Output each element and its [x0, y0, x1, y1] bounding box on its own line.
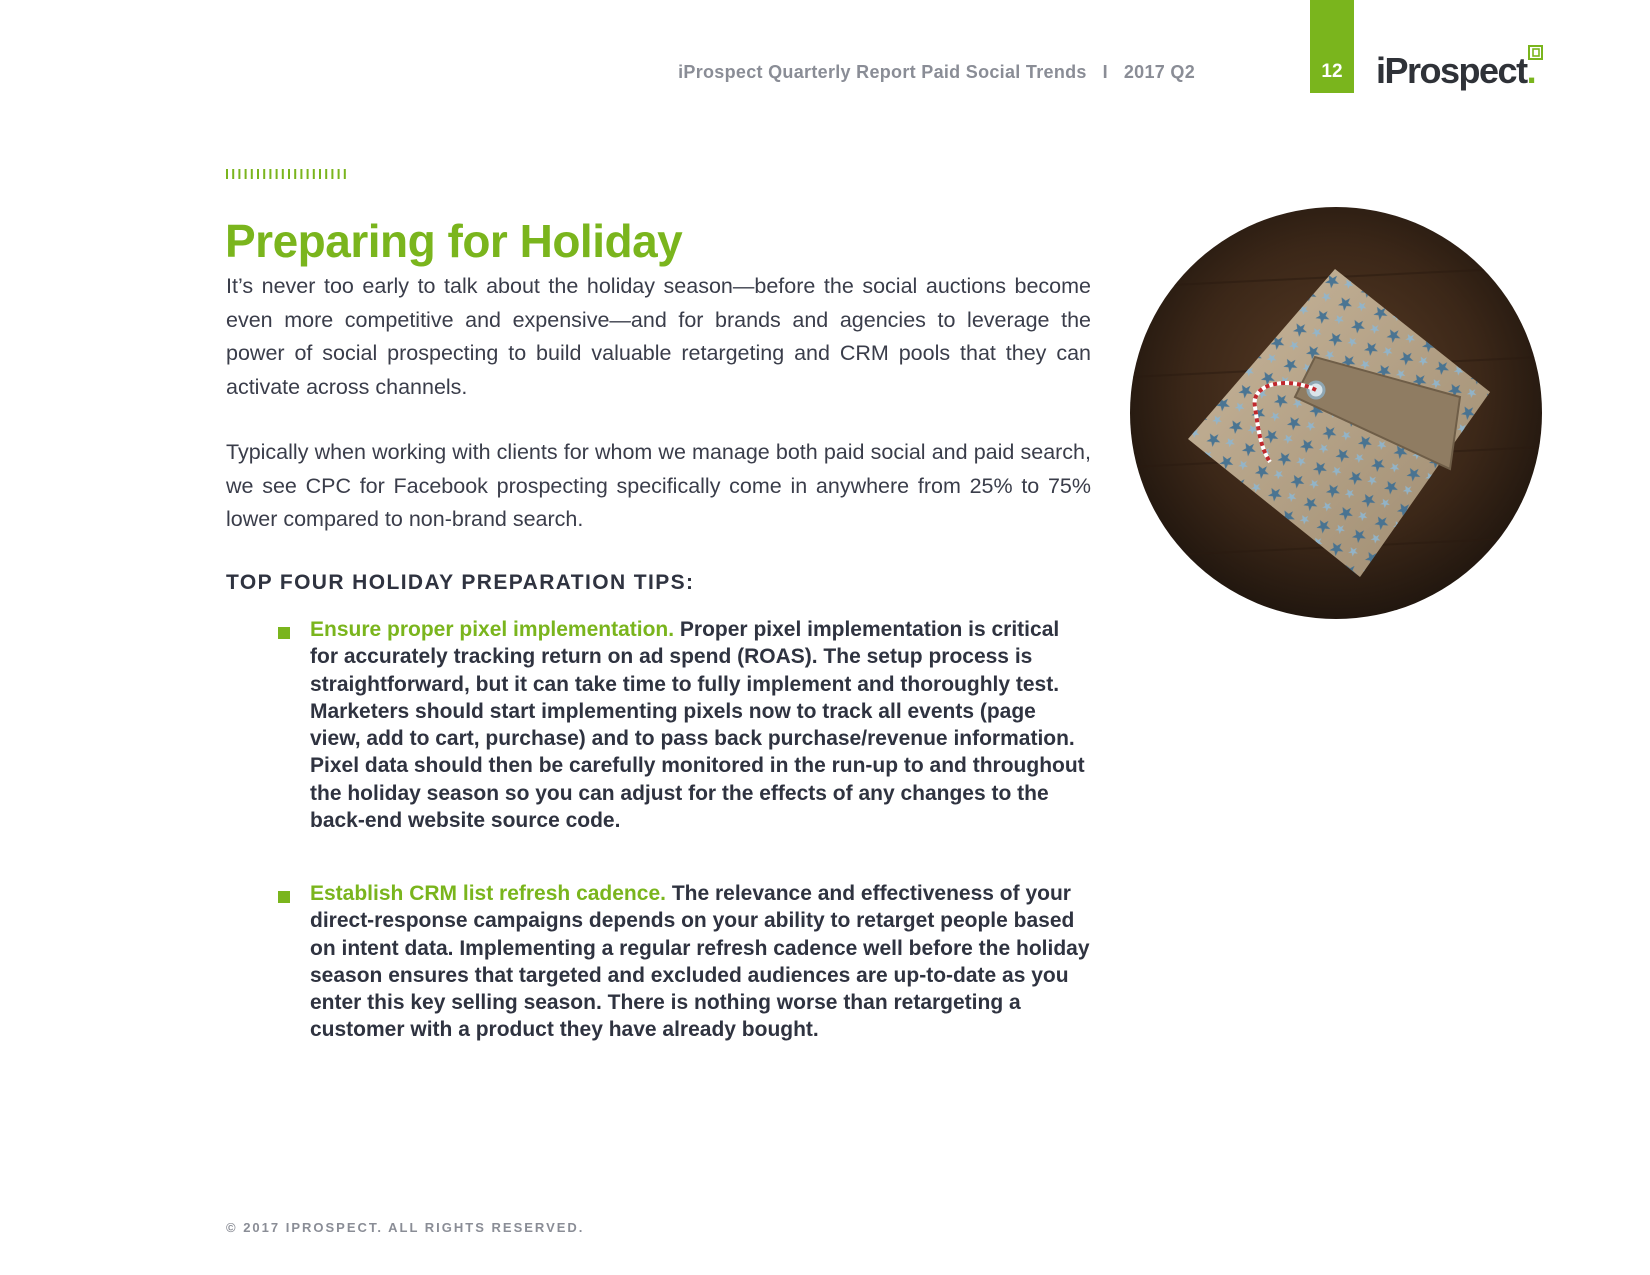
tick-mark [238, 169, 240, 179]
tip-lead: Ensure proper pixel implementation. [310, 618, 675, 641]
tick-mark [226, 169, 228, 179]
tick-mark [331, 169, 333, 179]
tick-mark [294, 169, 296, 179]
square-bullet-icon [278, 891, 290, 903]
tip-item [310, 880, 1090, 1044]
tick-mark [307, 169, 309, 179]
tick-mark [313, 169, 315, 179]
cpc-paragraph: Typically when working with clients for whom we manage both paid social and paid search, we see CPC for Facebook prospecting specifically come in anywhere from 25% to 75% lower compared to non-brand search. [226, 440, 1091, 531]
tick-mark [282, 169, 284, 179]
tick-mark [232, 169, 234, 179]
square-bullet-icon [278, 627, 290, 639]
logo-text: iProspect [1376, 50, 1527, 91]
tick-mark [338, 169, 340, 179]
tick-mark [344, 169, 346, 179]
logo-mark-icon [1528, 45, 1543, 60]
tick-mark [319, 169, 321, 179]
page-number: 12 [1321, 61, 1343, 82]
tick-mark [263, 169, 265, 179]
tip-item [310, 616, 1090, 834]
tick-mark [245, 169, 247, 179]
intro-paragraph: It’s never too early to talk about the holiday season—before the social auctions become even more competitive and expensive—and for brands and agencies to leverage the power of social prospecting to build valuable retargeting and CRM pools that they can activate across channels. [226, 274, 1091, 399]
page-number-tab [1310, 0, 1354, 93]
logo-dot: . [1526, 50, 1536, 91]
tick-mark [269, 169, 271, 179]
tick-mark [251, 169, 253, 179]
tip-lead: Establish CRM list refresh cadence. [310, 882, 666, 905]
report-period: 2017 Q2 [1123, 62, 1195, 82]
tick-mark [300, 169, 302, 179]
iprospect-logo [1376, 50, 1535, 98]
tick-mark [288, 169, 290, 179]
page-title: Preparing for Holiday [225, 215, 683, 267]
tips-heading: TOP FOUR HOLIDAY PREPARATION TIPS: [226, 571, 695, 594]
tick-mark [276, 169, 278, 179]
tip-body: Proper pixel implementation is critical for accurately tracking return on ad spend (ROAS). The setup process is straightforward, but it can take time to fully implement and thoroughly test. Marketers should start implementing pixels now to track all events (page view, add to cart, purchase) and to pass back purchase/revenue information. Pixel data should then be carefully monitored in the run-up to and throughout the holiday season so you can adjust for the effects of any changes to the back-end website source code. [310, 618, 1085, 833]
report-title: iProspect Quarterly Report Paid Social Trends [678, 62, 1087, 82]
gift-box-photo [1130, 207, 1542, 619]
report-header [678, 62, 1195, 83]
tick-mark [325, 169, 327, 179]
decorative-tick-rule [226, 169, 350, 179]
tick-mark [257, 169, 259, 179]
header-separator: I [1102, 62, 1108, 82]
copyright-footer: © 2017 IPROSPECT. ALL RIGHTS RESERVED. [226, 1220, 585, 1235]
tip-body: The relevance and effectiveness of your direct-response campaigns depends on your ability to retarget people based on intent data. Implementing a regular refresh cadence well before the holiday season ensures that targeted and excluded audiences are up-to-date as you enter this key selling season. There is nothing worse than retargeting a customer with a product they have already bought. [310, 882, 1090, 1042]
